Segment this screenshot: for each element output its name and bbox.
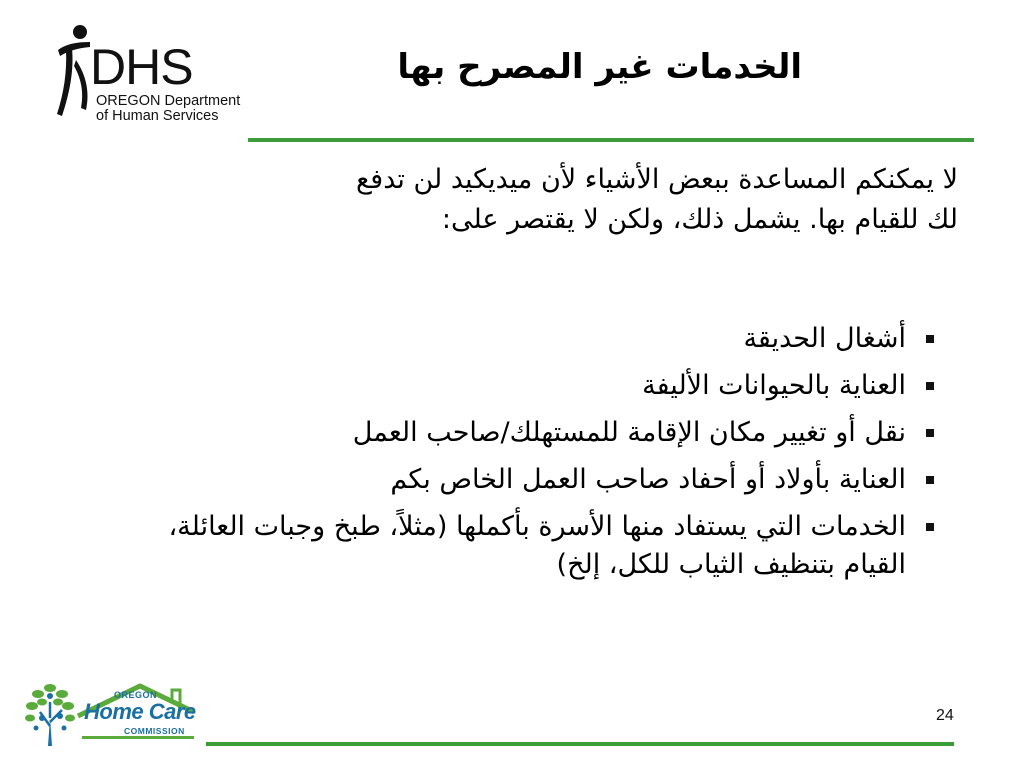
list-item (116, 461, 906, 499)
slide-title: الخدمات غير المصرح بها (397, 47, 802, 87)
list-item-text: العناية بالحيوانات الأليفة (642, 370, 906, 401)
list-item-text: أشغال الحديقة (743, 323, 906, 354)
list-item (116, 320, 906, 358)
intro-paragraph: لا يمكنكم المساعدة ببعض الأشياء لأن ميديكيد لن تدفع لك للقيام بها. يشمل ذلك، ولكن لا يقتصر على: (355, 164, 958, 235)
ohcc-oregon-text: OREGON (114, 690, 158, 700)
list-item (116, 508, 906, 584)
bullet-list (116, 320, 906, 593)
list-item-text: نقل أو تغيير مكان الإقامة للمستهلك/صاحب العمل (352, 417, 906, 448)
ohcc-logo (22, 672, 202, 752)
dhs-subtitle-line2: of Human Services (96, 108, 219, 124)
header-divider (248, 138, 974, 142)
dhs-letters: DHS (90, 39, 193, 95)
dhs-subtitle-line1: OREGON Department (96, 93, 241, 109)
dhs-subtitle (96, 94, 240, 124)
footer-divider (206, 742, 954, 746)
list-item (116, 367, 906, 405)
square-bullet-icon (926, 429, 934, 437)
square-bullet-icon (926, 382, 934, 390)
list-item-text: العناية بأولاد أو أحفاد صاحب العمل الخاص بكم (390, 464, 906, 495)
page-number: 24 (936, 707, 954, 724)
square-bullet-icon (926, 523, 934, 531)
square-bullet-icon (926, 335, 934, 343)
list-item (116, 414, 906, 452)
list-item-text: الخدمات التي يستفاد منها الأسرة بأكملها (مثلاً، طبخ وجبات العائلة، القيام بتنظيف الثياب للكل، إلخ) (168, 511, 906, 580)
dhs-logo (50, 20, 250, 128)
square-bullet-icon (926, 476, 934, 484)
ohcc-commission-text: COMMISSION (124, 726, 185, 736)
ohcc-homecare-text: Home Care (84, 699, 196, 724)
